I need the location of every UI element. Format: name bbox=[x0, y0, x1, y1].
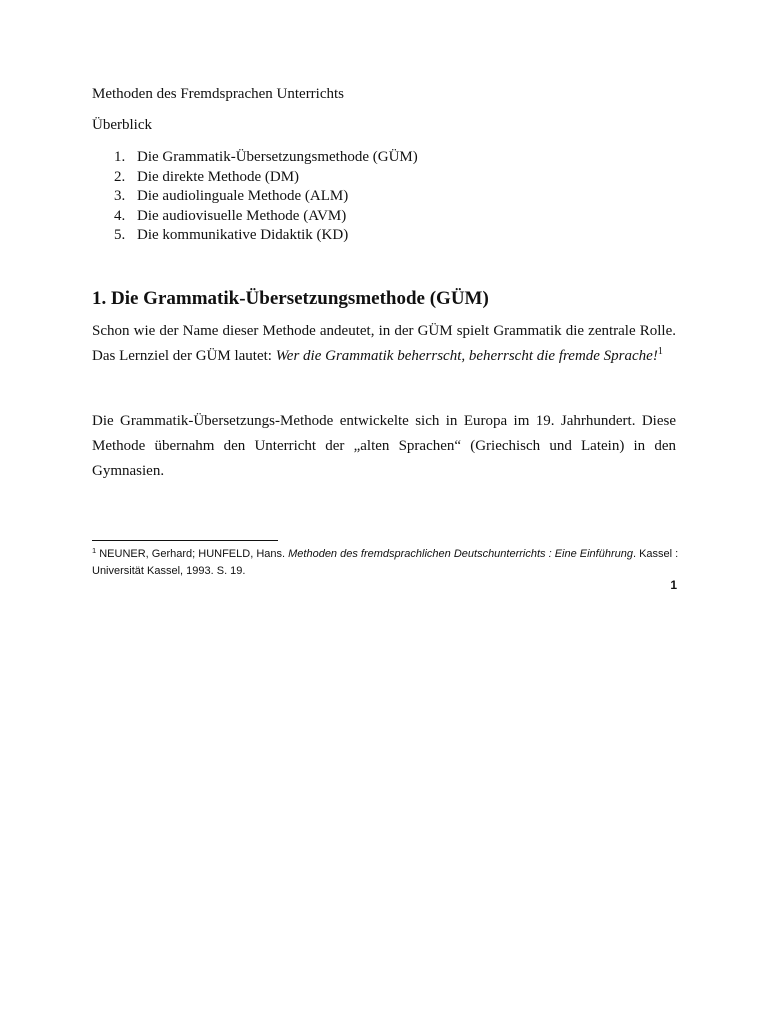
toc-item bbox=[92, 168, 418, 188]
toc-item bbox=[92, 148, 418, 168]
toc-text: Die kommunikative Didaktik (KD) bbox=[137, 227, 349, 243]
footnote-publication: . Kassel : Universität Kassel, 1993. S. 19. bbox=[92, 548, 679, 577]
toc-number: 4. bbox=[114, 207, 126, 224]
table-of-contents bbox=[92, 148, 418, 246]
toc-text: Die Grammatik-Übersetzungsmethode (GÜM) bbox=[137, 149, 418, 165]
toc-number: 1. bbox=[114, 149, 126, 165]
toc-item bbox=[92, 187, 418, 207]
footnote bbox=[92, 546, 682, 580]
footnote-authors: NEUNER, Gerhard; HUNFELD, Hans. bbox=[99, 548, 286, 560]
paragraph-history: Die Grammatik-Übersetzungs-Methode entwickelte sich in Europa im 19. Jahrhundert. Diese Methode übernahm den Unterricht der „alten Sprachen“ (Griechisch und Latein) in den Gymnasien. bbox=[92, 413, 676, 479]
footnote-separator bbox=[92, 540, 278, 541]
document-title: Methoden des Fremdsprachen Unterrichts bbox=[92, 86, 345, 102]
footnote-reference[interactable]: 1 bbox=[657, 346, 663, 357]
toc-number: 2. bbox=[114, 168, 126, 185]
overview-label: Überblick bbox=[92, 117, 152, 133]
toc-text: Die audiolinguale Methode (ALM) bbox=[137, 188, 349, 204]
footnote-marker: 1 bbox=[92, 546, 97, 555]
paragraph-intro bbox=[92, 319, 676, 369]
toc-item bbox=[92, 207, 418, 227]
footnote-title: Methoden des fremdsprachlichen Deutschunterrichts : Eine Einführung bbox=[288, 548, 633, 560]
page-number: 1 bbox=[670, 578, 677, 592]
toc-text: Die audiovisuelle Methode (AVM) bbox=[137, 207, 347, 224]
toc-item bbox=[92, 226, 418, 246]
section-heading: 1. Die Grammatik-Übersetzungsmethode (GÜM) bbox=[92, 288, 489, 309]
toc-number: 3. bbox=[114, 188, 126, 204]
paragraph-text: Schon wie der Name dieser Methode andeutet, in der GÜM spielt Grammatik die zentrale Rolle. Das Lernziel der GÜM lautet: bbox=[92, 323, 676, 364]
quote-text: Wer die Grammatik beherrscht, beherrscht die fremde Sprache! bbox=[275, 348, 658, 364]
toc-text: Die direkte Methode (DM) bbox=[137, 168, 300, 185]
toc-number: 5. bbox=[114, 227, 126, 243]
